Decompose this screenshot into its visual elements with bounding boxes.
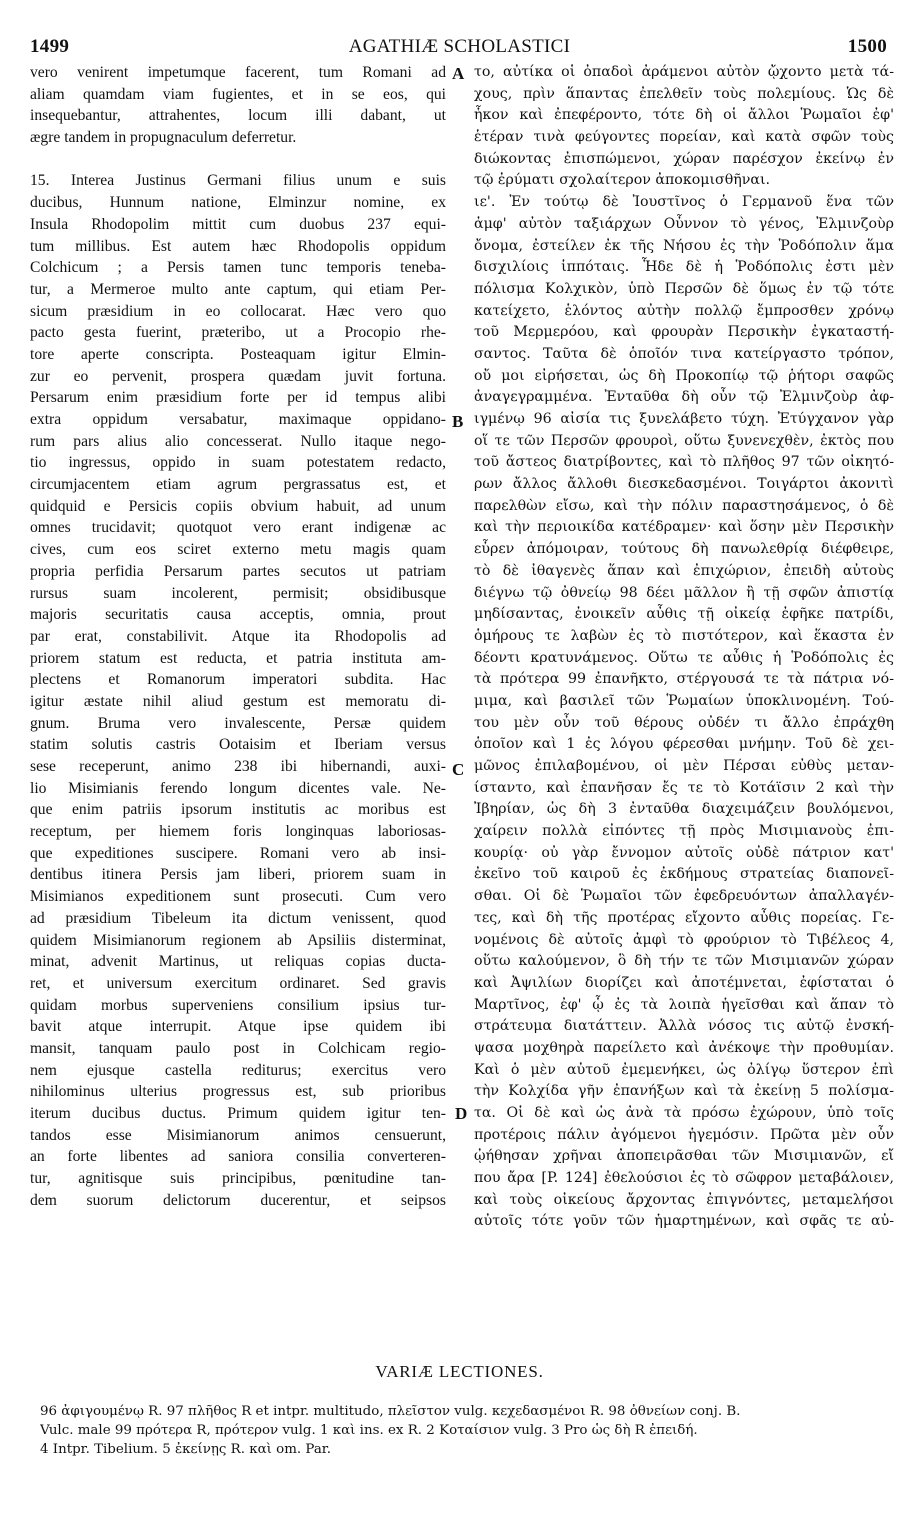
latin-text-line: par erat, constabilivit. Atque ita Rhodopolis ad — [30, 627, 446, 645]
note-line: 4 Intpr. Tibelium. 5 ἐκείνῃς R. καὶ om. Par. — [40, 1442, 331, 1457]
greek-text-line: αὐτοῖς τότε γοῦν τῶν ἡμαρτημένων, καὶ σφᾶς τε αὐ- — [474, 1213, 894, 1230]
greek-text-line: ἧκον καὶ ἐπεφέροντο, τότε δὴ οἱ ἄλλοι Ῥωμαῖοι ἐφ' — [474, 107, 894, 124]
latin-text-line: lio Misimianis ferendo longum dicentes vale. Ne- — [30, 779, 446, 797]
latin-text-line: rursus suam incolerent, permisit; obsidibusque — [30, 584, 446, 602]
greek-text-line: μηδίσαντας, ἐνοικεῖν αὖθις τῇ οἰκείᾳ ἐφῆκε πατρίδι, — [474, 606, 894, 623]
latin-text-line: Misimianos expeditionem sunt prosecuti. Cum vero — [30, 888, 446, 906]
margin-marker-d: D — [455, 1104, 468, 1123]
greek-text-line: διώκοντας ἐπισπώμενοι, χώραν παρέσχον ἐκείνῳ ἐν — [474, 150, 894, 167]
greek-text-line: τὸ δὲ ἰθαγενὲς ἅπαν καὶ ἐπιχώριον, ἐπειδὴ αὐτοὺς — [474, 562, 894, 579]
greek-text-line: κατείχετο, ἑλόντος αὐτὴν πολλῷ ἔμπροσθεν χρόνῳ — [474, 302, 894, 319]
latin-text-line: ducibus, Hunnum natione, Elminzur nomine, ex — [30, 194, 446, 212]
latin-text-line: Insula Rhodopolim mittit cum duobus 237 equi- — [30, 215, 446, 233]
latin-text-line: plectens et Romanorum imperatori subdita. Hac — [30, 671, 446, 689]
latin-text-line: an forte libentes ad saniora consilia converteren- — [30, 1148, 446, 1166]
greek-text-line: δέοντι κρατυνάμενος. Οὕτω τε αὖθις ἡ Ῥοδόπολις ἐς — [474, 649, 894, 666]
latin-text-line: igitur æstate nihil aliud gestum est memoratu di- — [30, 692, 446, 710]
greek-text-line: χαίρειν πολλὰ εἰπόντες τῇ πρὸς Μισιμιανοὺς ἐπι- — [474, 823, 894, 840]
latin-text-line: ægre tandem in propugnaculum deferretur. — [30, 129, 297, 147]
latin-text-line: tur, a Mermeroe multo ante captum, qui etiam Per- — [30, 280, 446, 298]
greek-text-line: τα. Οἱ δὲ καὶ ὡς ἀνὰ τὰ πρόσω ἐχώρουν, ὑπὸ τοῖς — [474, 1105, 894, 1121]
greek-text-line: Μαρτῖνος, ἐφ' ᾧ ἐς τὰ λοιπὰ ἡγεῖσθαι καὶ ἅπαν τὸ — [474, 996, 894, 1013]
latin-text-line: minat, advenit Martinus, ut reliquas copias ducta- — [30, 953, 446, 971]
greek-text-line: καὶ Ἀψιλίων διορίζει καὶ ἀποτέμνεται, ἐφίσταται ὁ — [474, 974, 894, 991]
latin-text-line: majoris securitatis causa acceptis, omnia, prout — [30, 606, 446, 624]
greek-text-line: τὰ πρότερα 99 ἐπανῆκτο, στέργουσά τε τὰ πάτρια νό- — [474, 671, 894, 688]
latin-text-line: ad præsidium Tibeleum ita dictum venissent, quod — [30, 909, 446, 927]
greek-text-line: ἀναγεγραμμένα. Ἐνταῦθα δὴ οὖν τῷ Ἐλμινζοὺρ ἀφ- — [474, 389, 894, 406]
latin-text-line: cives, cum eos sciret externo metu magis quam — [30, 541, 446, 559]
margin-marker-c: C — [452, 760, 465, 779]
latin-text-line: Colchicum ; a Persis tamen tunc temporis teneba- — [30, 259, 446, 277]
variant-readings-notes — [40, 1402, 890, 1459]
greek-text-line: σθαι. Οἱ δὲ Ῥωμαῖοι τῶν ἐφεδρευόντων ἀπαλλαγέν- — [474, 888, 894, 905]
greek-text-line: του μὲν οὖν τοῦ θέρους οὐδέν τι ἄλλο ἐπράχθη — [474, 714, 894, 731]
note-line: Vulc. male 99 πρότερα R, πρότερον vulg. 1 καὶ ins. ex R. 2 Κοταίσιον vulg. 3 Pro ὡς δὴ R ἐπειδή. — [40, 1423, 698, 1438]
greek-text-line: τες, καὶ δὴ τῆς προτέρας εἴχοντο αὖθις πορείας. Γε- — [474, 909, 894, 926]
variae-lectiones-heading: VARIÆ LECTIONES. — [375, 1362, 544, 1381]
latin-text-line: dem suorum delictorum ducerentur, et seipsos — [30, 1191, 446, 1209]
latin-text-line: sicum præsidium in eo collocarat. Hæc vero quo — [30, 302, 446, 320]
page-number-right: 1500 — [847, 36, 887, 57]
greek-text-line: το, αὐτίκα οἱ ὀπαδοὶ ἀράμενοι αὐτὸν ᾤχοντο μετὰ τά- — [474, 64, 894, 80]
latin-text-line: 15. Interea Justinus Germani filius unum e suis — [30, 172, 446, 190]
latin-text-line: omnes trucidavit; quotquot vero erant indigenæ ac — [30, 519, 446, 537]
greek-text-line: στράτευμα διατάττειν. Ἀλλὰ νόσος τις αὐτῷ ἐνσκή- — [474, 1018, 894, 1035]
greek-text-line: ρων ἄλλος ἄλλοθι διεσκεδασμένοι. Τοιγάρτοι ἀκονιτὶ — [474, 476, 894, 493]
latin-text-line: aliam quamdam viam fugientes, et in se eos, qui — [30, 85, 446, 103]
latin-text-line: tore aperte conscripta. Posteaquam igitur Elmin- — [30, 345, 446, 363]
greek-column — [474, 62, 894, 1233]
greek-text-line: ιγμένῳ 96 αἰσία τις ξυνελάβετο τύχη. Ἐτύγχανον γὰρ — [474, 411, 894, 427]
latin-text-line: Persarum enim præsidium forte per id tempus alibi — [30, 389, 446, 407]
latin-text-line: tum millibus. Est autem hæc Rhodopolis oppidum — [30, 237, 446, 255]
latin-text-line: quidam morbus superveniens consilium ipsius tur- — [30, 996, 446, 1014]
latin-text-line: ret, et universum exercitum ordinaret. Sed gravis — [30, 974, 446, 992]
latin-text-line: pacto gesta fuerint, præteribo, ut a Procopio rhe- — [30, 324, 446, 342]
margin-marker-a: A — [452, 64, 465, 83]
greek-text-line: ιε'. Ἐν τούτῳ δὲ Ἰουστῖνος ὁ Γερμανοῦ ἕνα τῶν — [474, 194, 894, 211]
greek-text-line: τῷ ἐρύματι σχολαίτερον ἀποκομισθῆναι. — [474, 172, 771, 189]
greek-text-line: ψασα μοχθηρὰ παρείλετο καὶ ἀνέκοψε τὴν προθυμίαν. — [474, 1039, 894, 1056]
greek-text-line: οὕτω καλούμενον, ὃ δὴ τήν τε τῶν Μισιμιανῶν χώραν — [474, 953, 894, 970]
greek-text-line: ίσταντο, καὶ ἐπανῆσαν ἔς τε τὸ Κοτάϊσιν 2 καὶ τὴν — [474, 779, 894, 796]
greek-text-line: ᾠήθησαν χρῆναι ἀποπειρᾶσθαι τῶν Μισιμιανῶν, εἴ — [474, 1148, 894, 1165]
greek-text-line: πόλισμα Κολχικὸν, ὑπὸ Περσῶν δὲ ὅμως ἐν τῷ τότε — [474, 280, 894, 297]
latin-text-line: dentibus itinera Persis jam liberi, priorem suam in — [30, 866, 446, 884]
greek-text-line: ὄνομα, ἐστείλεν ἐκ τῆς Νήσου ἐς τὴν Ῥοδόπολιν ἅμα — [474, 237, 894, 254]
latin-text-line: que enim patriis ipsorum institutis ac moribus est — [30, 801, 446, 819]
latin-text-line: zur eo pervenit, prospera quædam juvit fortuna. — [30, 367, 446, 385]
latin-text-line: gnum. Bruma vero invalescente, Persæ quidem — [30, 714, 446, 732]
latin-text-line: nihilominus ulterius progressus est, sub prioribus — [30, 1083, 446, 1101]
greek-text-line: τοῦ Μερμερόου, καὶ φρουρὰν Περσικὴν ἐγκαταστή- — [474, 324, 894, 341]
greek-text-line: μῶνος ἐπιλαβομένου, οἱ μὲν Πέρσαι εὐθὺς μεταν- — [474, 758, 894, 774]
latin-text-line: iterum ducibus ductus. Primum quidem igitur ten- — [30, 1105, 446, 1122]
latin-text-line — [30, 149, 446, 171]
greek-text-line: καὶ τὴν περιοικίδα κατέδραμεν· καὶ ὅσην μὲν Περσικὴν — [474, 519, 894, 536]
latin-text-line: receptum, per hiemem foris longinquas laboriosas- — [30, 823, 446, 841]
latin-text-line: que expeditiones suscipere. Romani vero ab insi- — [30, 844, 446, 862]
latin-text-line: priorem statum est reducta, et patria instituta am- — [30, 649, 446, 667]
greek-text-line: διέγνω τῷ ὀθνείῳ 98 δέει μᾶλλον ἢ τῇ σφῶν ἀπιστίᾳ — [474, 584, 894, 601]
greek-text-line: κουρίᾳ· οὐ γὰρ ἔννομον αὐτοῖς οὐδὲ πάτριον κατ' — [474, 844, 894, 861]
greek-text-line: ἐκεῖνο τοῦ καιροῦ ἐς ἐκδήμους στρατείας διαπονεῖ- — [474, 866, 894, 883]
latin-text-line: quidem Misimianorum regionem ab Apsiliis disterminat, — [30, 931, 446, 949]
latin-text-line: tandos esse Misimianorum animos censuerunt, — [30, 1126, 446, 1144]
latin-text-line: quidquid e Persicis copiis obvium habuit, ad unum — [30, 497, 446, 515]
greek-text-line: Καὶ ὁ μὲν αὐτοῦ ἐμεμενήκει, ὡς ὀλίγῳ ὕστερον ἐπὶ — [474, 1061, 894, 1078]
page-header — [0, 36, 919, 62]
latin-text-line: tio ingressus, oppido in suam potestatem redacto, — [30, 454, 446, 472]
greek-text-line: σαντος. Ταῦτα δὲ ὁποῖόν τινα κατείργαστο τρόπον, — [474, 345, 894, 362]
greek-text-line: Ἰβηρίαν, ὡς δὴ 3 ἐνταῦθα διαχειμάζειν βουλόμενοι, — [474, 801, 894, 818]
greek-text-line: εὗρεν ἀπόμοιραν, τούτους δὴ πανωλεθρίᾳ διέφθειρε, — [474, 541, 894, 558]
greek-text-line: τοῦ ἄστεος διατρίβοντες, καὶ τὸ πλῆθος 97 τῶν οἰκητό- — [474, 454, 894, 471]
latin-text-line: extra oppidum versabatur, maximaque oppidano- — [30, 411, 446, 428]
greek-text-line: καὶ τοὺς οἰκείους ἄρχοντας ἐπιγνόντες, μεταμελήσοι — [474, 1191, 894, 1208]
latin-text-line: propria perfidia Persarum partes secutos ut patriam — [30, 562, 446, 580]
latin-text-line: sese receperunt, animo 238 ibi hibernandi, auxi- — [30, 758, 446, 775]
greek-text-line: προτέροις πάλιν ἀγόμενοι ἡγεμόσιν. Πρῶτα μὲν οὖν — [474, 1126, 894, 1143]
greek-text-line: ἑτέραν τινὰ φεύγοντες πορείαν, καὶ κατὰ σφῶν τοὺς — [474, 129, 894, 146]
greek-text-line: δισχιλίοις ἱππόταις. Ἧδε δὲ ἡ Ῥοδόπολις ἐστι μὲν — [474, 259, 894, 276]
page-number-left: 1499 — [30, 36, 70, 57]
note-line: 96 ἀφιγουμένῳ R. 97 πλῆθος R et intpr. multitudo, πλεῖστον vulg. κεχεδασμένοι R. 98 ὀθνείων conj. B. — [40, 1404, 741, 1419]
greek-text-line: χους, πρὶν ἅπαντας ἐπελθεῖν τοὺς πολεμίους. Ὡς δὲ — [474, 85, 894, 102]
latin-text-line: bavit atque interrupit. Atque ipse quidem ibi — [30, 1018, 446, 1036]
greek-text-line: ὁποῖον καὶ 1 ἐς λόγου φέρεσθαι μνήμην. Τοῦ δὲ χει- — [474, 736, 894, 753]
greek-text-line: ὁμήρους τε λαβὼν ἐς τὸ πιστότερον, καὶ ἕκαστα ἐν — [474, 627, 894, 644]
greek-text-line: τὴν Κολχίδα γῆν ἐπανήξων καὶ τὰ ἐκείνῃ 5 πολίσμα- — [474, 1083, 894, 1100]
running-title: AGATHIÆ SCHOLASTICI — [348, 36, 571, 57]
latin-column — [30, 62, 446, 1211]
margin-marker-b: B — [452, 412, 464, 431]
greek-text-line: μιμα, καὶ βασιλεῖ τῶν Ῥωμαίων ὑποκλινομένη. Τού- — [474, 692, 894, 709]
greek-text-line: οἵ τε τῶν Περσῶν φρουροὶ, οὕτω ξυνενεχθὲν, ἐκτὸς που — [474, 432, 894, 449]
latin-text-line: tur, agnitisque suis principibus, pœnitudine tan- — [30, 1170, 446, 1188]
latin-text-line: mansit, tanquam paulo post in Colchicam regio- — [30, 1039, 446, 1057]
greek-text-line: νομένοις δὲ αὐτοῖς ἀμφὶ τὸ φρούριον τὸ Τιβέλεος 4, — [474, 931, 894, 948]
latin-text-line: statim solutis castris Ootaisim et Iberiam versus — [30, 736, 446, 754]
greek-text-line: παρελθὼν εἴσω, καὶ τὴν πόλιν παραστησάμενος, ὁ δὲ — [474, 497, 894, 514]
latin-text-line: insequebantur, attrahentes, locum illi dabant, ut — [30, 107, 446, 125]
latin-text-line: vero venirent impetumque facerent, tum Romani ad — [30, 64, 446, 81]
latin-text-line: rum pars alius alio concesserat. Nullo itaque nego- — [30, 432, 446, 450]
latin-text-line: nem ejusque castella rediturus; exercitus vero — [30, 1061, 446, 1079]
greek-text-line: που ἄρα [P. 124] ἐθελούσιοι ἐς τὸ σῶφρον μεταβάλοιεν, — [474, 1170, 894, 1187]
greek-text-line: ἀμφ' αὐτὸν ταξιάρχων Οὖννον τὸ γένος, Ἐλμινζοὺρ — [474, 215, 894, 232]
greek-text-line: οὔ μοι εἰρήσεται, ὡς δὴ Προκοπίῳ τῷ ῥήτορι σαφῶς — [474, 367, 894, 384]
latin-text-line: circumjacentem etiam agrum pergrassatus est, et — [30, 476, 446, 494]
